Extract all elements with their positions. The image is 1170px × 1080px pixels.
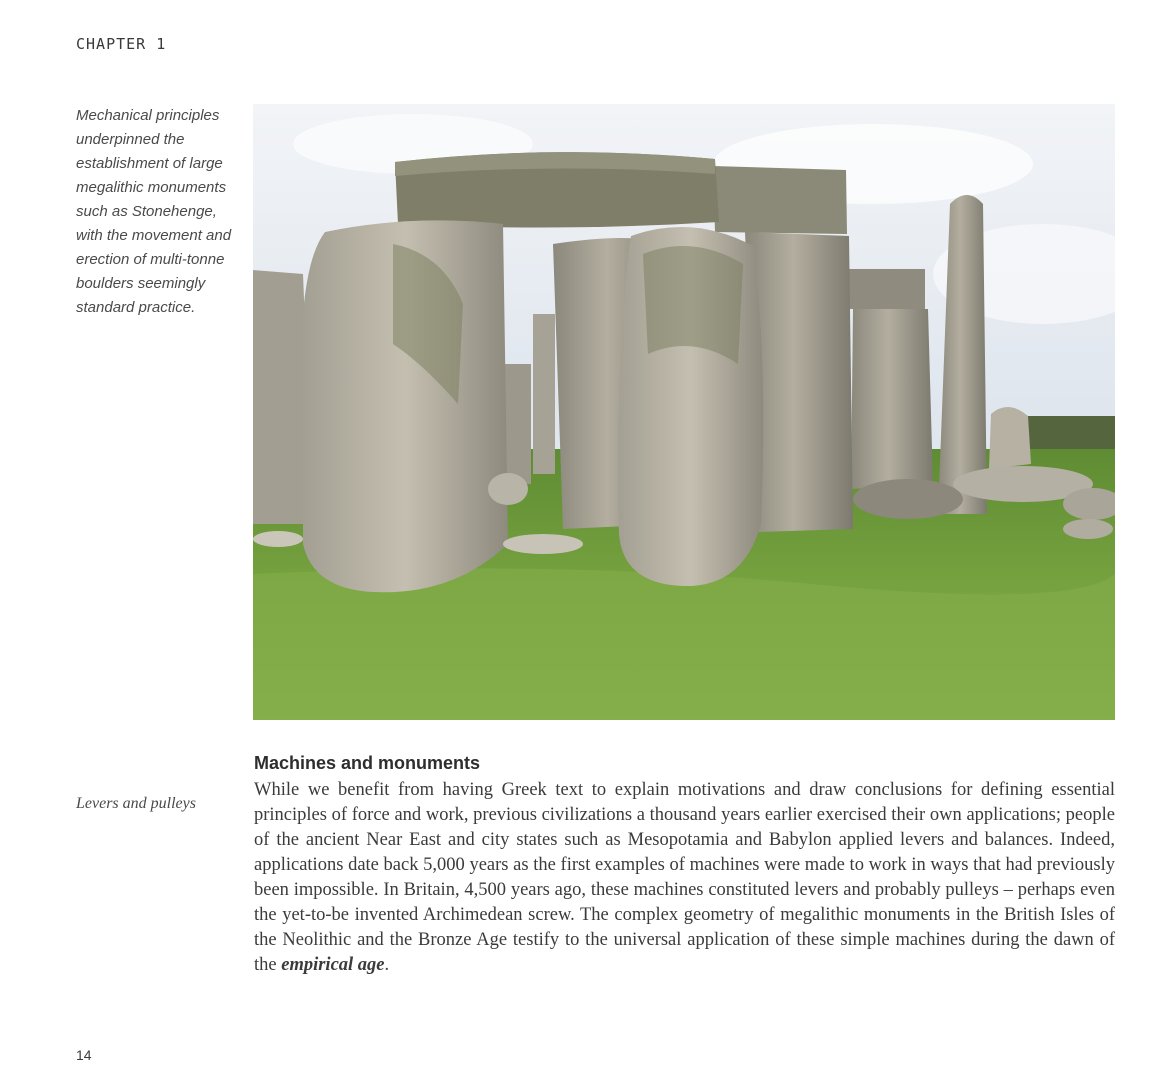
- section-heading: Machines and monuments: [254, 753, 481, 773]
- body-paragraph: [254, 778, 1115, 978]
- body-text: While we benefit from having Greek text to explain motivations and draw conclusions for defining essential principles of force and work, previous civilizations a thousand years earlier exercised their own applications; people of the ancient Near East and city states such as Mesopotamia and Babylon applied levers and balances. Indeed, applications date back 5,000 years as the first examples of machines were made to work in ways that had previously been impossible. In Britain, 4,500 years ago, these machines constituted levers and probably pulleys – perhaps even the yet-to-be invented Archimedean screw. The complex geometry of megalithic monuments in the British Isles of the Neolithic and the Bronze Age testify to the universal application of these simple machines during the dawn of the: [254, 780, 1115, 975]
- body-trailing: .: [384, 955, 390, 975]
- stonehenge-illustration: [253, 104, 1115, 720]
- side-note: Levers and pulleys: [76, 795, 196, 812]
- emphasis-term: empirical age: [281, 955, 385, 975]
- stonehenge-photo: [253, 104, 1115, 720]
- page-number: 14: [76, 1047, 92, 1063]
- chapter-label: CHAPTER 1: [76, 35, 167, 53]
- figure-caption: Mechanical principles underpinned the establishment of large megalithic monuments such as Stonehenge, with the movement and erection of multi-tonne boulders seemingly standard practice.: [76, 107, 232, 316]
